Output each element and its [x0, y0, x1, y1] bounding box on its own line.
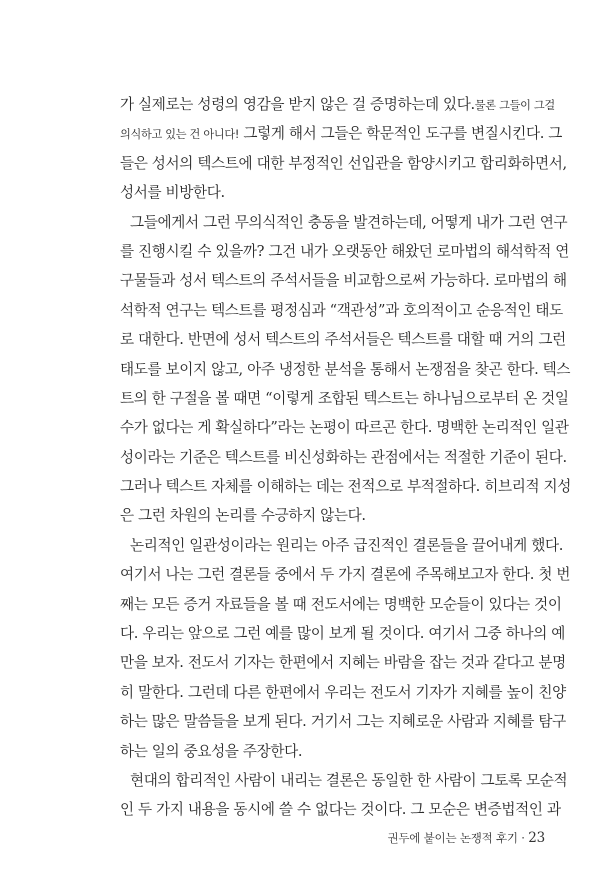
small-note: 물론 그들이 그걸: [474, 99, 555, 112]
text-line-9: 로 대한다. 반면에 성서 텍스트의 주석서들은 텍스트를 대할 때 거의 그런: [120, 331, 566, 349]
text-line-2: [120, 119, 563, 148]
text-line-24: 현대의 합리적인 사람이 내리는 결론은 동일한 한 사람이 그토록 모순적: [130, 771, 568, 789]
running-title: 권두에 붙이는 논쟁적 후기: [387, 831, 518, 845]
text-line-16: 논리적인 일관성이라는 원리는 아주 급진적인 결론들을 끌어내게 했다.: [130, 536, 563, 554]
text-line-25: 인 두 가지 내용을 동시에 쓸 수 없다는 것이다. 그 모순은 변증법적인 과: [120, 801, 561, 819]
line-text: 그렇게 해서 그들은 학문적인 도구를 변질시킨다. 그: [239, 125, 563, 143]
text-line-4: 성서를 비방한다.: [120, 184, 225, 202]
text-line-14: 그러나 텍스트 자체를 이해하는 데는 전적으로 부적절하다. 히브리적 지성: [120, 478, 572, 496]
text-line-1: [120, 90, 555, 119]
text-line-3: 들은 성서의 텍스트에 대한 부정적인 선입관을 함양시키고 합리화하면서,: [120, 154, 567, 172]
text-line-17: 여기서 나는 그런 결론들 중에서 두 가지 결론에 주목해보고자 한다. 첫 번: [120, 566, 571, 584]
text-line-6: 를 진행시킬 수 있을까? 그건 내가 오랫동안 해왔던 로마법의 해석학적 연: [120, 242, 570, 260]
text-line-15: 은 그런 차원의 논리를 수긍하지 않는다.: [120, 507, 366, 525]
text-line-8: 석학적 연구는 텍스트를 평정심과 “객관성”과 호의적이고 순응적인 태도: [120, 301, 563, 319]
text-line-19: 다. 우리는 앞으로 그런 예를 많이 보게 될 것이다. 여기서 그중 하나의 예: [120, 625, 565, 643]
text-line-22: 하는 많은 말씀들을 보게 된다. 거기서 그는 지혜로운 사람과 지혜를 탐구: [120, 713, 566, 731]
footer-separator: ·: [517, 831, 529, 845]
line-text: 가 실제로는 성령의 영감을 받지 않은 걸 증명하는데 있다.: [120, 96, 475, 113]
page-footer: [120, 828, 545, 848]
text-line-23: 하는 일의 중요성을 주장한다.: [120, 742, 303, 760]
text-line-20: 만을 보자. 전도서 기자는 한편에서 지혜는 바람을 잡는 것과 같다고 분명: [120, 654, 566, 672]
text-line-11: 트의 한 구절을 볼 때면 “이렇게 조합된 텍스트는 하나님으로부터 온 것일: [120, 389, 569, 407]
body-text: [120, 90, 572, 825]
small-note: 의식하고 있는 건 아니다!: [120, 128, 240, 142]
text-line-5: 그들에게서 그런 무의식적인 충동을 발견하는데, 어떻게 내가 그런 연구: [130, 213, 568, 231]
text-line-18: 째는 모든 증거 자료들을 볼 때 전도서에는 명백한 모순들이 있다는 것이: [120, 595, 562, 613]
text-line-21: 히 말한다. 그런데 다른 한편에서 우리는 전도서 기자가 지혜를 높이 친양: [120, 683, 566, 701]
text-line-10: 태도를 보이지 않고, 아주 냉정한 분석을 통해서 논쟁점을 찾곤 한다. 텍스: [120, 360, 571, 378]
page-number: 23: [528, 830, 545, 846]
text-line-7: 구물들과 성서 텍스트의 주석서들을 비교함으로써 가능하다. 로마법의 해: [120, 272, 567, 290]
text-line-12: 수가 없다는 게 확실하다”라는 논평이 따르곤 한다. 명백한 논리적인 일관: [120, 419, 569, 437]
text-line-13: 성이라는 기준은 텍스트를 비신성화하는 관점에서는 적절한 기준이 된다.: [120, 448, 567, 466]
